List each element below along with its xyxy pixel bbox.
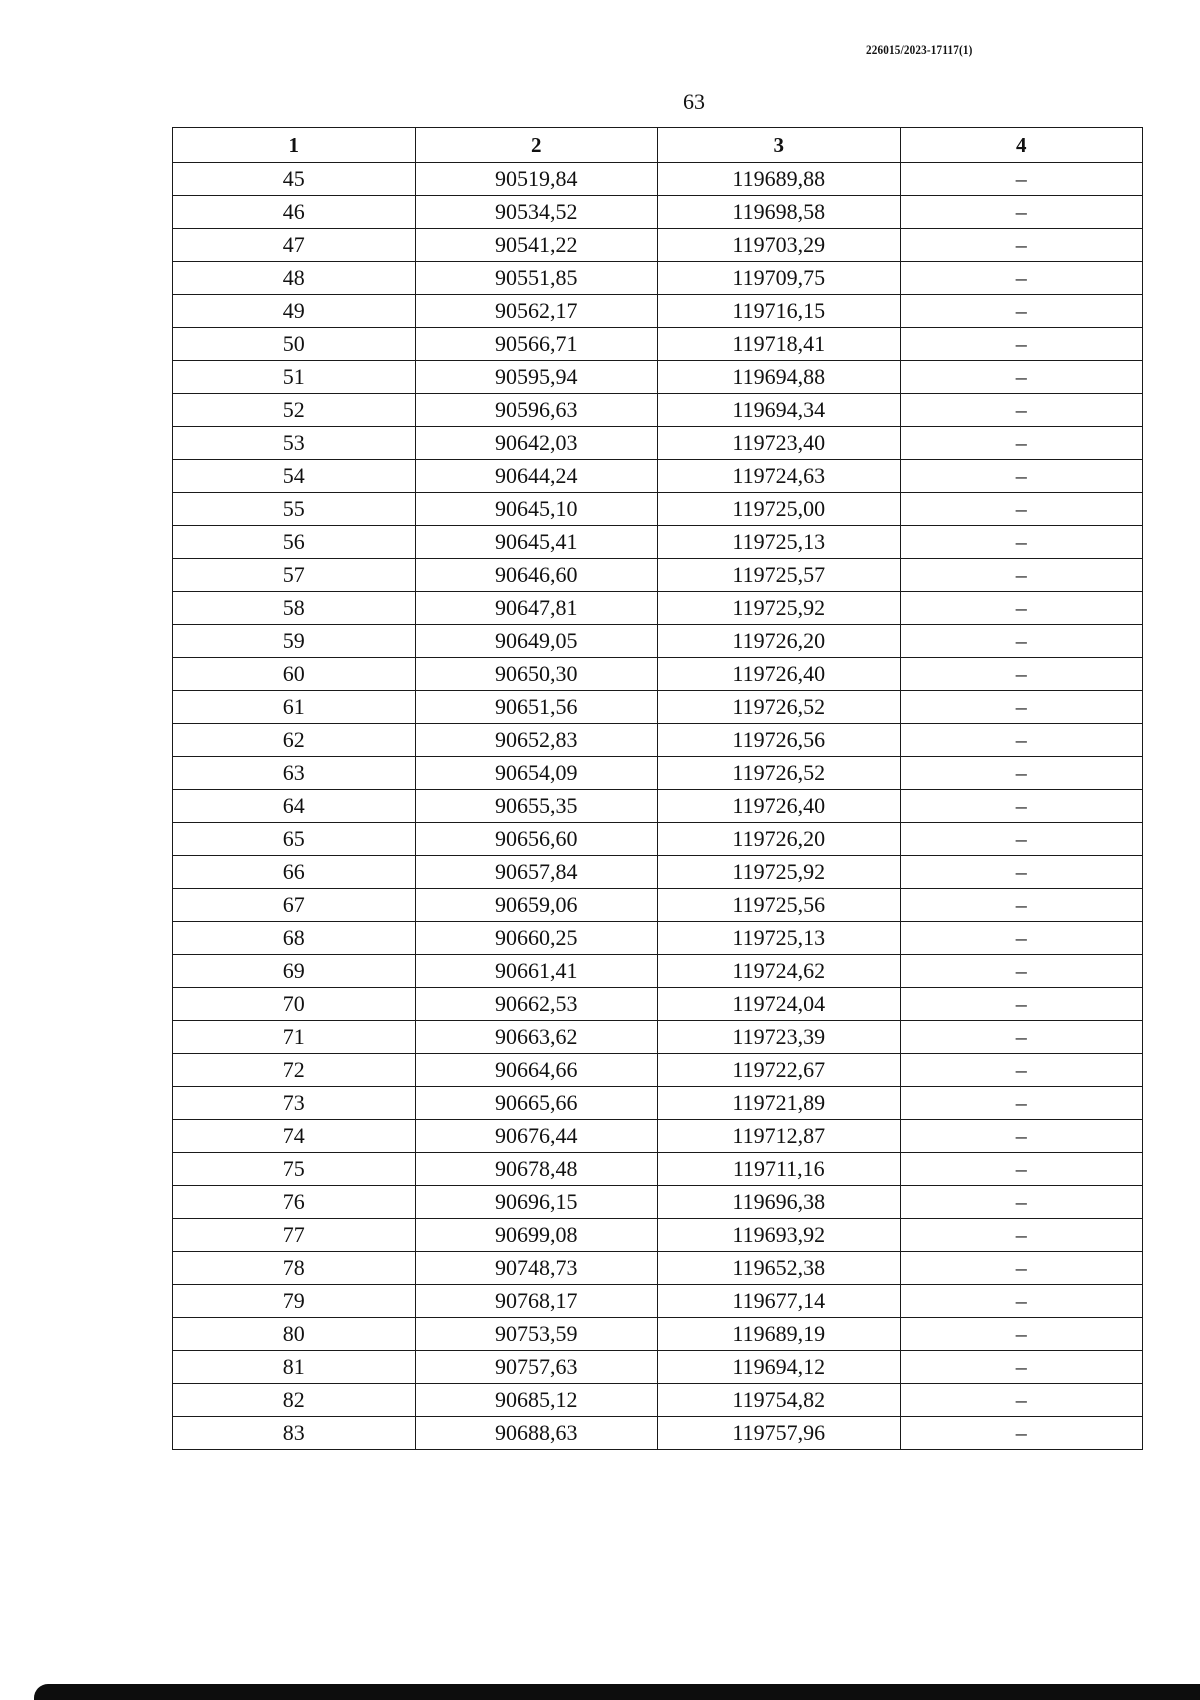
note-cell: – — [900, 889, 1143, 922]
x-coordinate-cell: 90566,71 — [415, 328, 658, 361]
table-row — [173, 1351, 1143, 1384]
y-coordinate-cell: 119703,29 — [658, 229, 901, 262]
note-cell: – — [900, 592, 1143, 625]
x-coordinate-cell: 90595,94 — [415, 361, 658, 394]
note-cell: – — [900, 1285, 1143, 1318]
y-coordinate-cell: 119724,04 — [658, 988, 901, 1021]
y-coordinate-cell: 119677,14 — [658, 1285, 901, 1318]
x-coordinate-cell: 90650,30 — [415, 658, 658, 691]
point-number-cell: 51 — [173, 361, 416, 394]
note-cell: – — [900, 988, 1143, 1021]
table-row — [173, 1384, 1143, 1417]
point-number-cell: 62 — [173, 724, 416, 757]
note-cell: – — [900, 1417, 1143, 1450]
note-cell: – — [900, 559, 1143, 592]
table-row — [173, 361, 1143, 394]
table-row — [173, 823, 1143, 856]
table-row — [173, 889, 1143, 922]
point-number-cell: 61 — [173, 691, 416, 724]
y-coordinate-cell: 119724,62 — [658, 955, 901, 988]
table-row — [173, 460, 1143, 493]
note-cell: – — [900, 361, 1143, 394]
y-coordinate-cell: 119725,00 — [658, 493, 901, 526]
table-row — [173, 856, 1143, 889]
x-coordinate-cell: 90655,35 — [415, 790, 658, 823]
table-row — [173, 625, 1143, 658]
y-coordinate-cell: 119709,75 — [658, 262, 901, 295]
point-number-cell: 64 — [173, 790, 416, 823]
column-header-2: 2 — [415, 128, 658, 163]
table-row — [173, 988, 1143, 1021]
x-coordinate-cell: 90663,62 — [415, 1021, 658, 1054]
table-row — [173, 790, 1143, 823]
point-number-cell: 46 — [173, 196, 416, 229]
table-row — [173, 262, 1143, 295]
note-cell: – — [900, 1087, 1143, 1120]
point-number-cell: 55 — [173, 493, 416, 526]
point-number-cell: 49 — [173, 295, 416, 328]
x-coordinate-cell: 90656,60 — [415, 823, 658, 856]
note-cell: – — [900, 526, 1143, 559]
y-coordinate-cell: 119724,63 — [658, 460, 901, 493]
note-cell: – — [900, 724, 1143, 757]
y-coordinate-cell: 119757,96 — [658, 1417, 901, 1450]
y-coordinate-cell: 119725,57 — [658, 559, 901, 592]
y-coordinate-cell: 119693,92 — [658, 1219, 901, 1252]
x-coordinate-cell: 90644,24 — [415, 460, 658, 493]
y-coordinate-cell: 119694,88 — [658, 361, 901, 394]
point-number-cell: 83 — [173, 1417, 416, 1450]
point-number-cell: 60 — [173, 658, 416, 691]
point-number-cell: 70 — [173, 988, 416, 1021]
x-coordinate-cell: 90688,63 — [415, 1417, 658, 1450]
point-number-cell: 81 — [173, 1351, 416, 1384]
x-coordinate-cell: 90685,12 — [415, 1384, 658, 1417]
point-number-cell: 80 — [173, 1318, 416, 1351]
x-coordinate-cell: 90664,66 — [415, 1054, 658, 1087]
point-number-cell: 58 — [173, 592, 416, 625]
x-coordinate-cell: 90652,83 — [415, 724, 658, 757]
y-coordinate-cell: 119726,52 — [658, 691, 901, 724]
y-coordinate-cell: 119725,92 — [658, 592, 901, 625]
note-cell: – — [900, 1186, 1143, 1219]
point-number-cell: 48 — [173, 262, 416, 295]
x-coordinate-cell: 90651,56 — [415, 691, 658, 724]
point-number-cell: 68 — [173, 922, 416, 955]
table-row — [173, 394, 1143, 427]
table-row — [173, 1417, 1143, 1450]
point-number-cell: 69 — [173, 955, 416, 988]
table-row — [173, 658, 1143, 691]
y-coordinate-cell: 119726,52 — [658, 757, 901, 790]
table-row — [173, 196, 1143, 229]
x-coordinate-cell: 90753,59 — [415, 1318, 658, 1351]
point-number-cell: 78 — [173, 1252, 416, 1285]
table-row — [173, 1285, 1143, 1318]
table-row — [173, 1054, 1143, 1087]
y-coordinate-cell: 119694,12 — [658, 1351, 901, 1384]
y-coordinate-cell: 119726,20 — [658, 823, 901, 856]
x-coordinate-cell: 90596,63 — [415, 394, 658, 427]
table-row — [173, 559, 1143, 592]
y-coordinate-cell: 119754,82 — [658, 1384, 901, 1417]
y-coordinate-cell: 119723,40 — [658, 427, 901, 460]
point-number-cell: 52 — [173, 394, 416, 427]
y-coordinate-cell: 119725,13 — [658, 922, 901, 955]
point-number-cell: 53 — [173, 427, 416, 460]
note-cell: – — [900, 196, 1143, 229]
x-coordinate-cell: 90676,44 — [415, 1120, 658, 1153]
note-cell: – — [900, 328, 1143, 361]
note-cell: – — [900, 955, 1143, 988]
table-row — [173, 1087, 1143, 1120]
y-coordinate-cell: 119725,13 — [658, 526, 901, 559]
table-row — [173, 1153, 1143, 1186]
note-cell: – — [900, 394, 1143, 427]
note-cell: – — [900, 1351, 1143, 1384]
note-cell: – — [900, 757, 1143, 790]
x-coordinate-cell: 90647,81 — [415, 592, 658, 625]
table-row — [173, 328, 1143, 361]
table-row — [173, 427, 1143, 460]
table-row — [173, 1219, 1143, 1252]
column-header-3: 3 — [658, 128, 901, 163]
point-number-cell: 56 — [173, 526, 416, 559]
note-cell: – — [900, 1054, 1143, 1087]
point-number-cell: 75 — [173, 1153, 416, 1186]
point-number-cell: 47 — [173, 229, 416, 262]
note-cell: – — [900, 1219, 1143, 1252]
x-coordinate-cell: 90665,66 — [415, 1087, 658, 1120]
y-coordinate-cell: 119652,38 — [658, 1252, 901, 1285]
x-coordinate-cell: 90519,84 — [415, 163, 658, 196]
point-number-cell: 59 — [173, 625, 416, 658]
scan-edge-bar — [34, 1684, 1200, 1700]
coordinates-table — [172, 127, 1143, 1450]
point-number-cell: 66 — [173, 856, 416, 889]
note-cell: – — [900, 229, 1143, 262]
y-coordinate-cell: 119725,56 — [658, 889, 901, 922]
x-coordinate-cell: 90657,84 — [415, 856, 658, 889]
y-coordinate-cell: 119722,67 — [658, 1054, 901, 1087]
y-coordinate-cell: 119726,56 — [658, 724, 901, 757]
y-coordinate-cell: 119694,34 — [658, 394, 901, 427]
y-coordinate-cell: 119721,89 — [658, 1087, 901, 1120]
x-coordinate-cell: 90645,10 — [415, 493, 658, 526]
note-cell: – — [900, 1153, 1143, 1186]
point-number-cell: 74 — [173, 1120, 416, 1153]
point-number-cell: 45 — [173, 163, 416, 196]
y-coordinate-cell: 119716,15 — [658, 295, 901, 328]
note-cell: – — [900, 427, 1143, 460]
table-row — [173, 724, 1143, 757]
x-coordinate-cell: 90661,41 — [415, 955, 658, 988]
x-coordinate-cell: 90642,03 — [415, 427, 658, 460]
point-number-cell: 71 — [173, 1021, 416, 1054]
table-row — [173, 229, 1143, 262]
note-cell: – — [900, 1384, 1143, 1417]
page-number: 63 — [683, 89, 705, 114]
table-row — [173, 922, 1143, 955]
note-cell: – — [900, 1120, 1143, 1153]
table-row — [173, 1318, 1143, 1351]
point-number-cell: 65 — [173, 823, 416, 856]
table-row — [173, 691, 1143, 724]
table-row — [173, 757, 1143, 790]
y-coordinate-cell: 119698,58 — [658, 196, 901, 229]
x-coordinate-cell: 90649,05 — [415, 625, 658, 658]
x-coordinate-cell: 90699,08 — [415, 1219, 658, 1252]
table-header-row — [173, 128, 1143, 163]
x-coordinate-cell: 90696,15 — [415, 1186, 658, 1219]
y-coordinate-cell: 119718,41 — [658, 328, 901, 361]
point-number-cell: 77 — [173, 1219, 416, 1252]
document-id: 226015/2023-17117(1) — [866, 42, 973, 57]
y-coordinate-cell: 119723,39 — [658, 1021, 901, 1054]
table-row — [173, 163, 1143, 196]
note-cell: – — [900, 1318, 1143, 1351]
note-cell: – — [900, 493, 1143, 526]
table-row — [173, 295, 1143, 328]
note-cell: – — [900, 691, 1143, 724]
x-coordinate-cell: 90757,63 — [415, 1351, 658, 1384]
x-coordinate-cell: 90768,17 — [415, 1285, 658, 1318]
y-coordinate-cell: 119726,20 — [658, 625, 901, 658]
table-row — [173, 1186, 1143, 1219]
table-row — [173, 955, 1143, 988]
table-row — [173, 592, 1143, 625]
note-cell: – — [900, 295, 1143, 328]
y-coordinate-cell: 119712,87 — [658, 1120, 901, 1153]
point-number-cell: 72 — [173, 1054, 416, 1087]
table-row — [173, 526, 1143, 559]
x-coordinate-cell: 90562,17 — [415, 295, 658, 328]
point-number-cell: 82 — [173, 1384, 416, 1417]
x-coordinate-cell: 90541,22 — [415, 229, 658, 262]
x-coordinate-cell: 90659,06 — [415, 889, 658, 922]
column-header-4: 4 — [900, 128, 1143, 163]
point-number-cell: 63 — [173, 757, 416, 790]
note-cell: – — [900, 823, 1143, 856]
point-number-cell: 79 — [173, 1285, 416, 1318]
x-coordinate-cell: 90678,48 — [415, 1153, 658, 1186]
note-cell: – — [900, 460, 1143, 493]
note-cell: – — [900, 625, 1143, 658]
note-cell: – — [900, 856, 1143, 889]
x-coordinate-cell: 90551,85 — [415, 262, 658, 295]
note-cell: – — [900, 262, 1143, 295]
note-cell: – — [900, 1021, 1143, 1054]
note-cell: – — [900, 163, 1143, 196]
table-body — [173, 163, 1143, 1450]
point-number-cell: 67 — [173, 889, 416, 922]
note-cell: – — [900, 790, 1143, 823]
x-coordinate-cell: 90654,09 — [415, 757, 658, 790]
column-header-1: 1 — [173, 128, 416, 163]
note-cell: – — [900, 922, 1143, 955]
point-number-cell: 73 — [173, 1087, 416, 1120]
table-row — [173, 1021, 1143, 1054]
y-coordinate-cell: 119726,40 — [658, 790, 901, 823]
point-number-cell: 57 — [173, 559, 416, 592]
table-row — [173, 1120, 1143, 1153]
note-cell: – — [900, 1252, 1143, 1285]
y-coordinate-cell: 119725,92 — [658, 856, 901, 889]
x-coordinate-cell: 90748,73 — [415, 1252, 658, 1285]
x-coordinate-cell: 90645,41 — [415, 526, 658, 559]
y-coordinate-cell: 119726,40 — [658, 658, 901, 691]
note-cell: – — [900, 658, 1143, 691]
table-row — [173, 493, 1143, 526]
x-coordinate-cell: 90646,60 — [415, 559, 658, 592]
point-number-cell: 76 — [173, 1186, 416, 1219]
point-number-cell: 54 — [173, 460, 416, 493]
y-coordinate-cell: 119689,88 — [658, 163, 901, 196]
point-number-cell: 50 — [173, 328, 416, 361]
y-coordinate-cell: 119689,19 — [658, 1318, 901, 1351]
table-row — [173, 1252, 1143, 1285]
x-coordinate-cell: 90660,25 — [415, 922, 658, 955]
y-coordinate-cell: 119696,38 — [658, 1186, 901, 1219]
x-coordinate-cell: 90662,53 — [415, 988, 658, 1021]
x-coordinate-cell: 90534,52 — [415, 196, 658, 229]
y-coordinate-cell: 119711,16 — [658, 1153, 901, 1186]
